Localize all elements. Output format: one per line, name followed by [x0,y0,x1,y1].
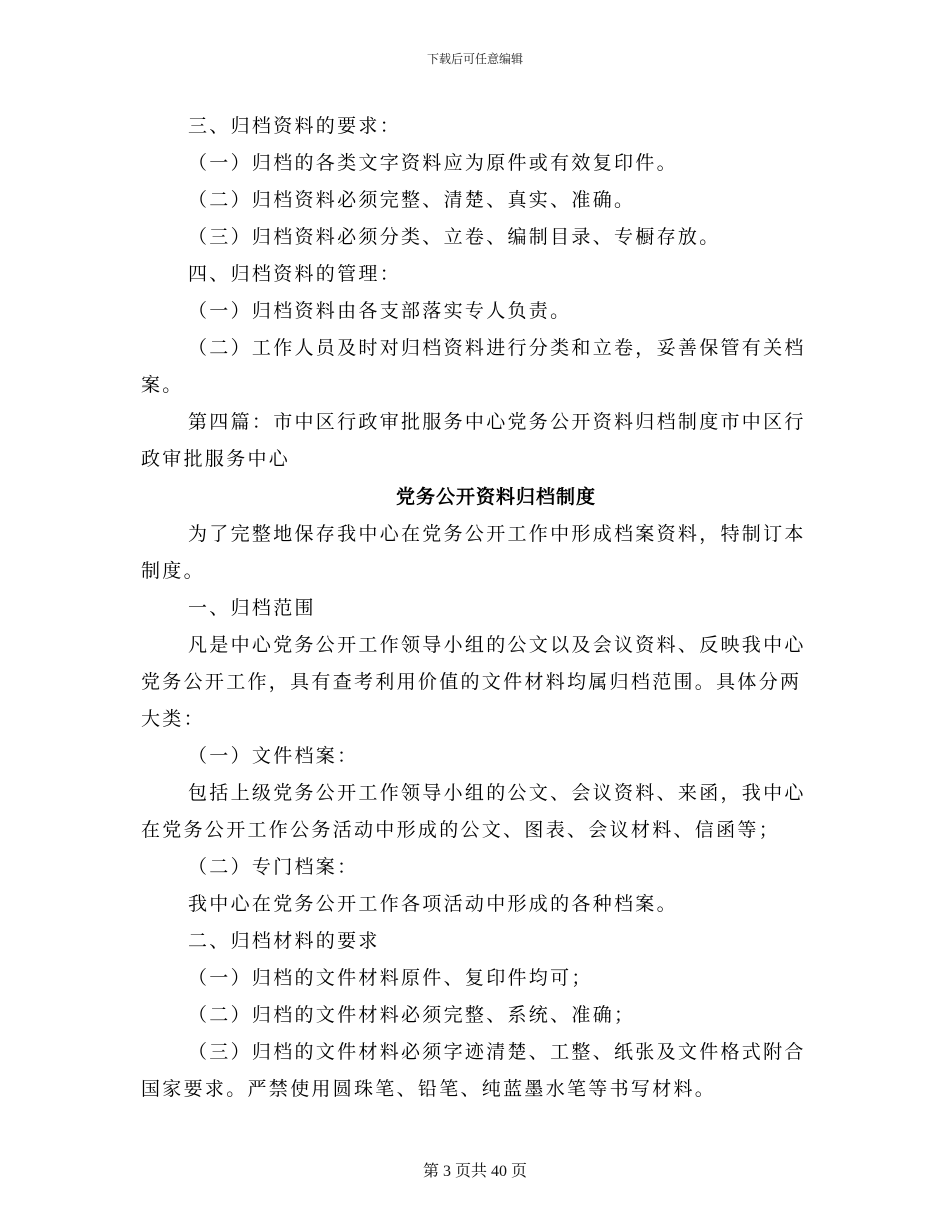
page-number: 第 3 页共 40 页 [422,1163,527,1180]
section-heading-2: 二、归档材料的要求 [188,930,380,952]
paragraph: （一）归档的各类文字资料应为原件或有效复印件。 [188,152,678,174]
section-heading-3: 三、归档资料的要求： [188,115,402,137]
paragraph: （二）归档的文件材料必须完整、系统、准确； [188,1004,636,1026]
document-title: 党务公开资料归档制度 [395,486,596,508]
paragraph: 凡是中心党务公开工作领导小组的公文以及会议资料、反映我中心党务公开工作，具有查考利用价值的文件材料均属归档范围。具体分两大类： [141,634,806,730]
paragraph: （一）归档资料由各支部落实专人负责。 [188,300,572,322]
page-header-note: 下载后可任意编辑 [426,52,523,66]
paragraph: （三）归档资料必须分类、立卷、编制目录、专橱存放。 [188,226,721,248]
paragraph: 为了完整地保存我中心在党务公开工作中形成档案资料，特制订本制度。 [141,523,806,582]
paragraph: （二）归档资料必须完整、清楚、真实、准确。 [188,189,636,211]
paragraph: （二）工作人员及时对归档资料进行分类和立卷，妥善保管有关档案。 [141,337,806,396]
chapter-heading: 第四篇：市中区行政审批服务中心党务公开资料归档制度市中区行政审批服务中心 [141,411,806,470]
paragraph: （二）专门档案： [188,856,359,878]
paragraph: （一）文件档案： [188,745,359,767]
paragraph: 我中心在党务公开工作各项活动中形成的各种档案。 [188,893,678,915]
section-heading-4: 四、归档资料的管理： [188,263,402,285]
paragraph: （三）归档的文件材料必须字迹清楚、工整、纸张及文件格式附合国家要求。严禁使用圆珠笔、铅笔、纯蓝墨水笔等书写材料。 [141,1041,806,1100]
document-body [141,108,811,1108]
paragraph: 包括上级党务公开工作领导小组的公文、会议资料、来函，我中心在党务公开工作公务活动中形成的公文、图表、会议材料、信函等； [141,782,806,841]
section-heading-1: 一、归档范围 [188,597,316,619]
paragraph: （一）归档的文件材料原件、复印件均可； [188,967,593,989]
